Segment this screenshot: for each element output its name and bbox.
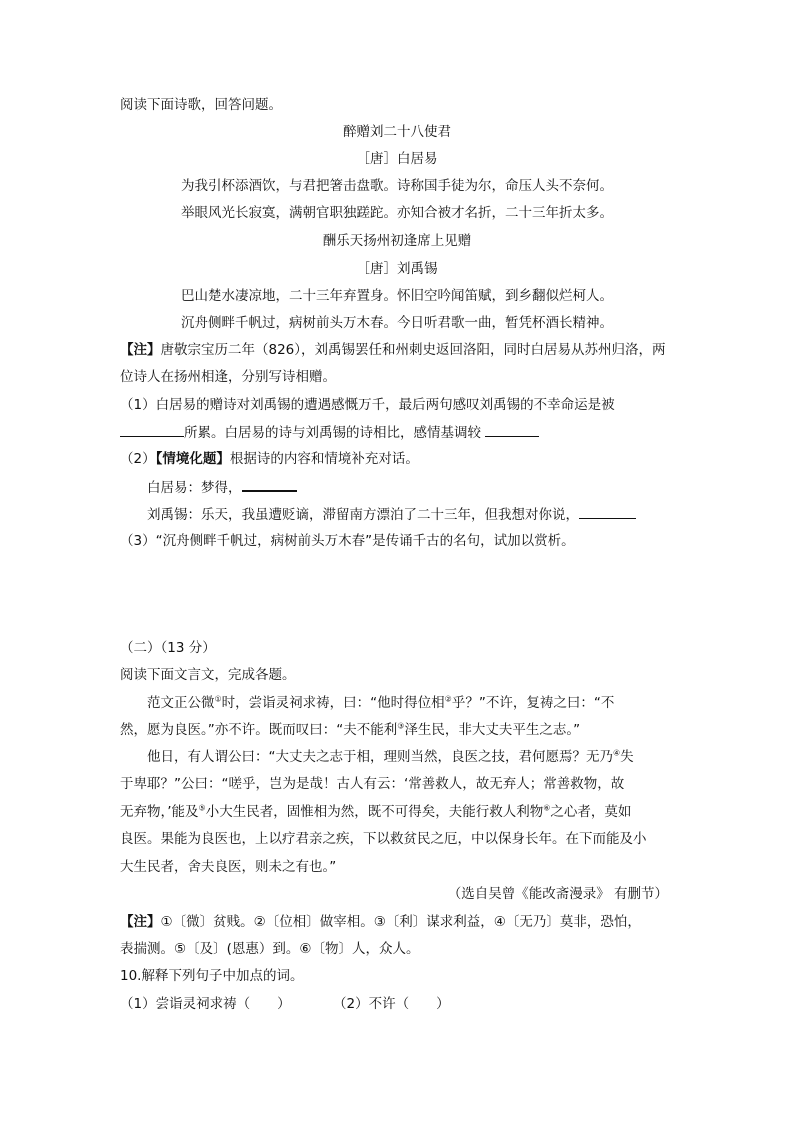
poem1-author: ［唐］白居易 (356, 151, 438, 167)
poem2-title: 酬乐天扬州初逢席上见赠 (322, 233, 472, 249)
dialogue-bai-text: 白居易：梦得， (147, 480, 242, 496)
prose-text: 无弃物，’能及 (120, 804, 199, 820)
prose-note-line-1 (120, 912, 641, 932)
prose-p2-line-3 (120, 802, 631, 822)
poem2-line-2: 沉舟侧畔千帆过，病树前头万木春。今日听君歌一曲，暂凭杯酒长精神。 (181, 315, 613, 331)
section-2-heading: （二）（13 分） (120, 640, 216, 656)
poem1-title: 醉赠刘二十八使君 (343, 124, 451, 140)
question-10-title: 10.解释下列句子中加点的词。 (120, 968, 304, 984)
prose-text: 泽生民，非大丈夫平生之志。” (404, 722, 581, 738)
footnote-marker: ⑥ (543, 803, 551, 813)
footnote-marker: ③ (397, 721, 405, 731)
prose-text: 乎？”不许，复祷之曰：“不 (451, 695, 615, 711)
answer-blank[interactable] (242, 476, 297, 492)
prose-source: （选自吴曾《能改斋漫录》 有删节） (447, 886, 668, 902)
note-label: 【注】 (120, 342, 161, 358)
poem2-line-1: 巴山楚水凄凉地，二十三年弃置身。怀旧空吟闻笛赋，到乡翻似烂柯人。 (181, 288, 613, 304)
poem-intro: 阅读下面诗歌，回答问题。 (120, 97, 282, 113)
poem1-line-2: 举眼风光长寂寞，满朝官职独蹉跎。亦知合被才名折，二十三年折太多。 (181, 205, 613, 221)
footnote-marker: ⑤ (198, 803, 206, 813)
answer-blank[interactable] (579, 504, 636, 519)
question-2-text: 根据诗的内容和情境补充对话。 (229, 451, 419, 467)
prose-text: 小大生民者，固惟相为然，既不可得矣，夫能行救人利物 (205, 804, 544, 820)
note-text-1: ①〔微〕贫贱。②〔位相〕做宰相。③〔利〕谋求利益，④〔无乃〕莫非，恐怕， (160, 914, 641, 930)
prose-note-line-2: 表揣测。⑤〔及〕(恩惠）到。⑥〔物〕人，众人。 (120, 941, 420, 957)
prose-p2-line-4: 良医。果能为良医也，上以疗君亲之疾，下以救贫民之厄，中以保身长年。在下而能及小 (120, 831, 647, 847)
question-2-tag: 【情境化题】 (155, 451, 230, 467)
question-1-line-2 (120, 422, 539, 443)
question-1-line-1: （1）白居易的赠诗对刘禹锡的遭遇感慨万千，最后两句感叹刘禹锡的不幸命运是被 (120, 397, 615, 413)
prose-text: 他日，有人谓公曰：“大丈夫之志于相，理则当然，良医之技，君何愿焉？无乃 (147, 749, 613, 765)
poem1-line-1: 为我引杯添酒饮，与君把箸击盘歌。诗称国手徒为尔，命压人头不奈何。 (181, 178, 613, 194)
prose-text: 范文正公微 (147, 695, 215, 711)
prose-p1-line-1 (147, 693, 614, 713)
question-2-line (120, 449, 419, 469)
prose-p1-line-2 (120, 720, 580, 740)
answer-blank[interactable] (485, 422, 539, 437)
question-10-item-1: （1）尝诣灵祠求祷（ ） (120, 996, 291, 1012)
dialogue-bai (147, 476, 297, 498)
prose-text: 之心者，莫如 (550, 804, 632, 820)
poem2-author: ［唐］刘禹锡 (356, 261, 438, 277)
question-2-number: （2） (120, 451, 156, 467)
prose-p2-line-5: 大生民者，舍夫良医，则未之有也。” (120, 859, 337, 875)
prose-text: 失 (620, 749, 634, 765)
prose-intro: 阅读下面文言文，完成各题。 (120, 667, 296, 683)
dialogue-liu-text: 刘禹锡：乐天，我虽遭贬谪，滞留南方漂泊了二十三年，但我想对你说， (147, 507, 579, 523)
prose-p2-line-2: 于卑耶？”公曰：“嗟乎，岂为是哉！古人有云：‘常善救人，故无弃人；常善救物，故 (120, 776, 625, 792)
question-10-item-2: （2）不许（ ） (333, 996, 450, 1012)
note-text-1: 唐敬宗宝历二年（826），刘禹锡罢任和州刺史返回洛阳，同时白居易从苏州归洛，两 (160, 342, 666, 358)
poem-note-line-2: 位诗人在扬州相逢，分别写诗相赠。 (120, 369, 336, 385)
poem-note-line-1 (120, 340, 666, 360)
footnote-marker: ② (444, 694, 452, 704)
footnote-marker: ④ (613, 748, 621, 758)
dialogue-liu (147, 504, 636, 525)
prose-p2-line-1 (147, 747, 634, 767)
question-1-text-2: 所累。白居易的诗与刘禹锡的诗相比，感情基调较 (184, 425, 481, 441)
prose-text: 时，尝诣灵祠求祷，曰：“他时得位相 (221, 695, 445, 711)
question-3: （3）“沉舟侧畔千帆过，病树前头万木春”是传诵千古的名句，试加以赏析。 (120, 533, 575, 549)
prose-text: 然，愿为良医。”亦不许。既而叹曰：“夫不能利 (120, 722, 398, 738)
note-label: 【注】 (120, 914, 161, 930)
answer-blank[interactable] (120, 422, 184, 437)
footnote-marker: ① (214, 694, 222, 704)
